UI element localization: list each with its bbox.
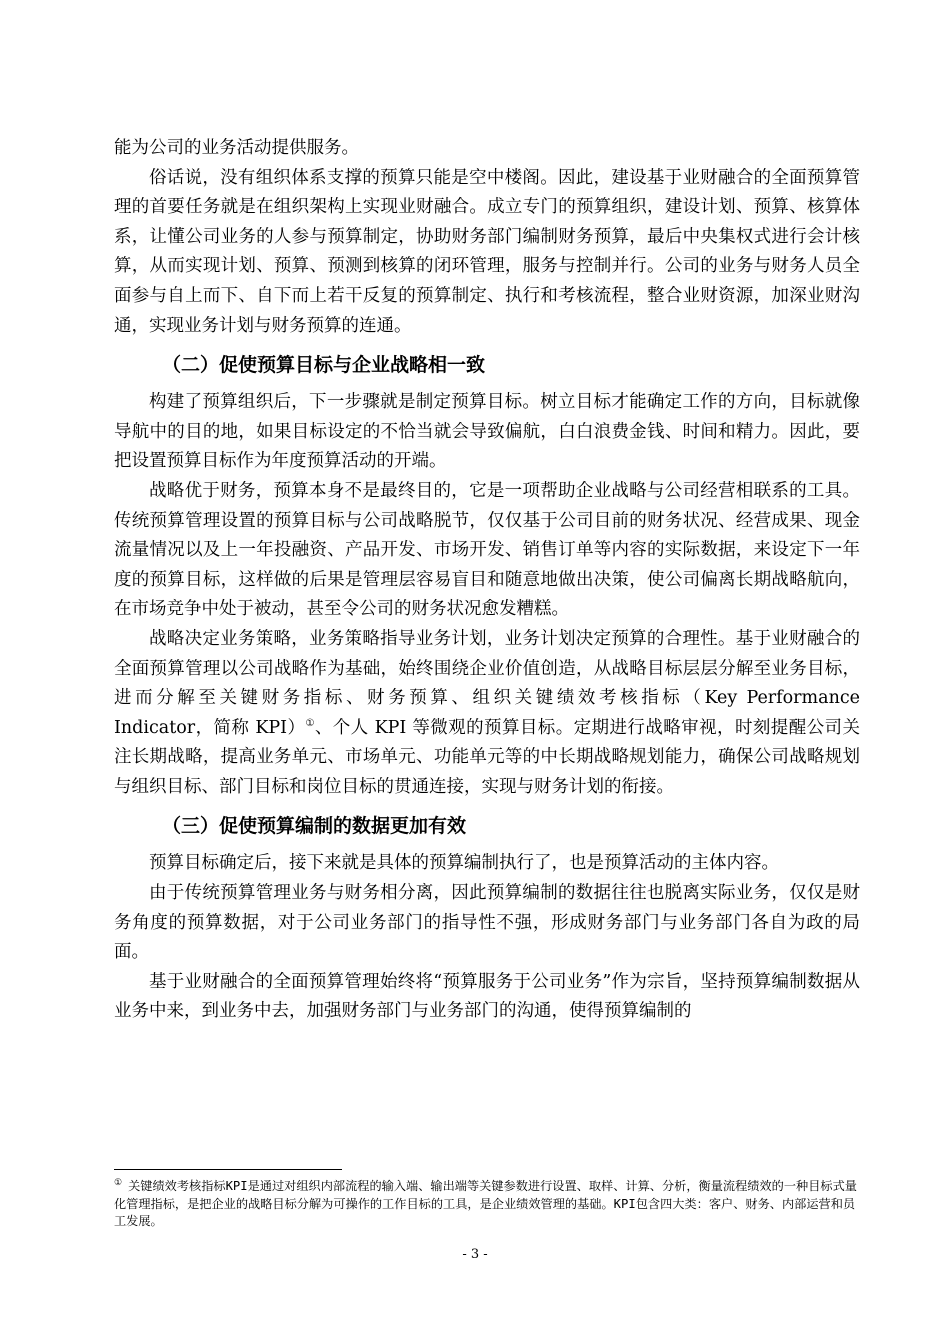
paragraph-budget-goal: 构建了预算组织后，下一步骤就是制定预算目标。树立目标才能确定工作的方向，目标就像导航中的目的地，如果目标设定的不恰当就会导致偏航，白白浪费金钱、时间和精力。因此，要把设置预算目标作为年度预算活动的开端。 bbox=[114, 392, 860, 472]
footnote bbox=[114, 1178, 860, 1231]
page-number: - 3 - bbox=[462, 1247, 488, 1262]
footnote-divider bbox=[114, 1169, 342, 1170]
paragraph-continuation: 能为公司的业务活动提供服务。 bbox=[114, 138, 359, 158]
paragraph-traditional-budget: 由于传统预算管理业务与财务相分离，因此预算编制的数据往往也脱离实际业务，仅仅是财务角度的预算数据，对于公司业务部门的指导性不强，形成财务部门与业务部门各自为政的局面。 bbox=[114, 883, 860, 963]
section-heading-2: （二）促使预算目标与企业战略相一致 bbox=[162, 354, 486, 377]
paragraph-budget-compilation: 预算目标确定后，接下来就是具体的预算编制执行了，也是预算活动的主体内容。 bbox=[149, 853, 779, 874]
paragraph-strategy: 战略优于财务，预算本身不是最终目的，它是一项帮助企业战略与公司经营相联系的工具。传统预算管理设置的预算目标与公司战略脱节，仅仅基于公司目前的财务状况、经营成果、现金流量情况以及上一年投融资、产品开发、市场开发、销售订单等内容的实际数据，来设定下一年度的预算目标，这样做的后果是管理层容易盲目和随意地做出决策，使公司偏离长期战略航向，在市场竞争中处于被动，甚至令公司的财务状况愈发糟糕。 bbox=[114, 480, 860, 620]
footnote-reference[interactable]: ① bbox=[305, 717, 315, 729]
footnote-text: 关键绩效考核指标KPI是通过对组织内部流程的输入端、输出端等关键参数进行设置、取样、计算、分析，衡量流程绩效的一种目标式量化管理指标，是把企业的战略目标分解为可操作的工作目标的工具，是企业绩效管理的基础。KPI包含四大类：客户、财务、内部运营和员工发展。 bbox=[114, 1179, 857, 1229]
paragraph-strategy-decision-part2: 、个人 KPI 等微观的预算目标。定期进行战略审视，时刻提醒公司关注长期战略，提高业务单元、市场单元、功能单元等的中长期战略规划能力，确保公司战略规划与组织目标、部门目标和岗位目标的贯通连接，实现与财务计划的衔接。 bbox=[114, 717, 860, 797]
section-heading-3: （三）促使预算编制的数据更加有效 bbox=[162, 815, 467, 838]
paragraph-strategy-decision bbox=[114, 625, 860, 803]
paragraph-strategy-decision-part1: 战略决定业务策略，业务策略指导业务计划，业务计划决定预算的合理性。基于业财融合的全面预算管理以公司战略作为基础，始终围绕企业价值创造，从战略目标层层分解至业务目标，进而分解至关键财务指标、财务预算、组织关键绩效考核指标（Key Performance Indicator，简称 KPI） bbox=[114, 628, 860, 738]
footnote-mark: ① bbox=[114, 1177, 123, 1188]
paragraph-organization: 俗话说，没有组织体系支撑的预算只能是空中楼阁。因此，建设基于业财融合的全面预算管理的首要任务就是在组织架构上实现业财融合。成立专门的预算组织，建设计划、预算、核算体系，让懂公司业务的人参与预算制定，协助财务部门编制财务预算，最后中央集权式进行会计核算，从而实现计划、预算、预测到核算的闭环管理，服务与控制并行。公司的业务与财务人员全面参与自上而下、自下而上若干反复的预算制定、执行和考核流程，整合业财资源，加深业财沟通，实现业务计划与财务预算的连通。 bbox=[114, 167, 860, 336]
body-text bbox=[114, 134, 860, 1027]
paragraph-business-service: 基于业财融合的全面预算管理始终将“预算服务于公司业务”作为宗旨，坚持预算编制数据从业务中来，到业务中去，加强财务部门与业务部门的沟通，使得预算编制的 bbox=[114, 971, 860, 1022]
